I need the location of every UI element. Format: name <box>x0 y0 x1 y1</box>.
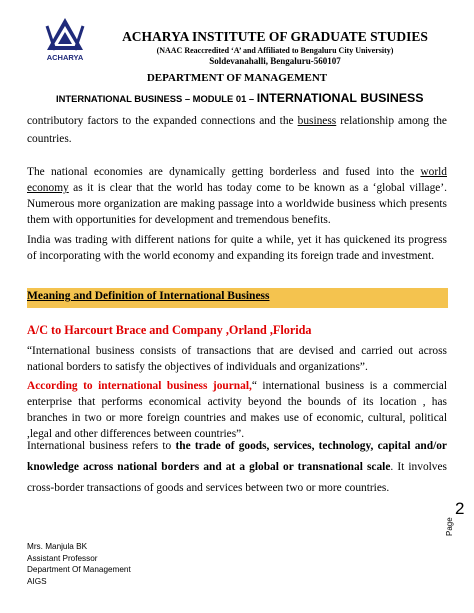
business-link[interactable]: business <box>297 115 337 127</box>
page-number-value: 2 <box>455 499 465 518</box>
definition-quote: “International business consists of transactions that are devised and carried out across national borders to satisfy the objectives of individuals and organizations”. <box>27 345 447 373</box>
section-heading: Meaning and Definition of International Business <box>27 290 270 302</box>
paragraph-1: contributory factors to the expanded connections and the business relationship among the countries. <box>27 115 447 145</box>
final-paragraph: International business refers to the trade of goods, services, technology, capital and/or knowledge across national borders and at a global or transnational scale. It involves cross-border transactions of goods and services between two or more countries. <box>27 440 447 494</box>
acharya-logo <box>33 16 97 64</box>
logo-text: ACHARYA <box>46 53 84 62</box>
journal-label: According to international business journal, <box>27 380 252 392</box>
institute-name: ACHARYA INSTITUTE OF GRADUATE STUDIES <box>122 29 428 44</box>
module-title <box>56 89 424 107</box>
journal-paragraph: According to international business journal,“ international business is a commercial enterprise that performs economical activity beyond the bounds of its location , has branches in two or more foreign countries and makes use of economic, cultural, political ,legal and other differences between countries”. <box>27 380 447 440</box>
accreditation-line: (NAAC Reaccredited ‘A’ and Affiliated to Bengaluru City University) <box>156 46 394 55</box>
world-economy-link[interactable]: world economy <box>27 166 447 194</box>
paragraph-3: India was trading with different nations for quite a while, yet it has quickened its progress of incorporating with the world economy and expanding its foreign trade and investment. <box>27 234 447 262</box>
footer-department: Department Of Management <box>27 565 131 574</box>
section-heading-band <box>27 288 448 308</box>
module-prefix: INTERNATIONAL BUSINESS – MODULE 01 – <box>56 93 257 104</box>
page-label: Page <box>445 517 454 536</box>
module-subject: INTERNATIONAL BUSINESS <box>256 91 424 105</box>
address-line: Soldevanahalli, Bengaluru-560107 <box>209 56 341 66</box>
harcourt-heading: A/C to Harcourt Brace and Company ,Orland ,Florida <box>27 323 312 337</box>
paragraph-2: The national economies are dynamically getting borderless and fused into the world economy as it is clear that the world has today come to be known as a ‘global village’. Numerous more organization are making passage into a worldwide business which presents them with opportunities for development and tremendous benefits. <box>27 166 447 226</box>
footer-role: Assistant Professor <box>27 553 98 563</box>
footer-name: Mrs. Manjula BK <box>27 542 88 551</box>
footer-org: AIGS <box>27 576 47 586</box>
department-title: DEPARTMENT OF MANAGEMENT <box>146 72 328 84</box>
page-number <box>438 490 468 540</box>
footer <box>27 541 131 587</box>
